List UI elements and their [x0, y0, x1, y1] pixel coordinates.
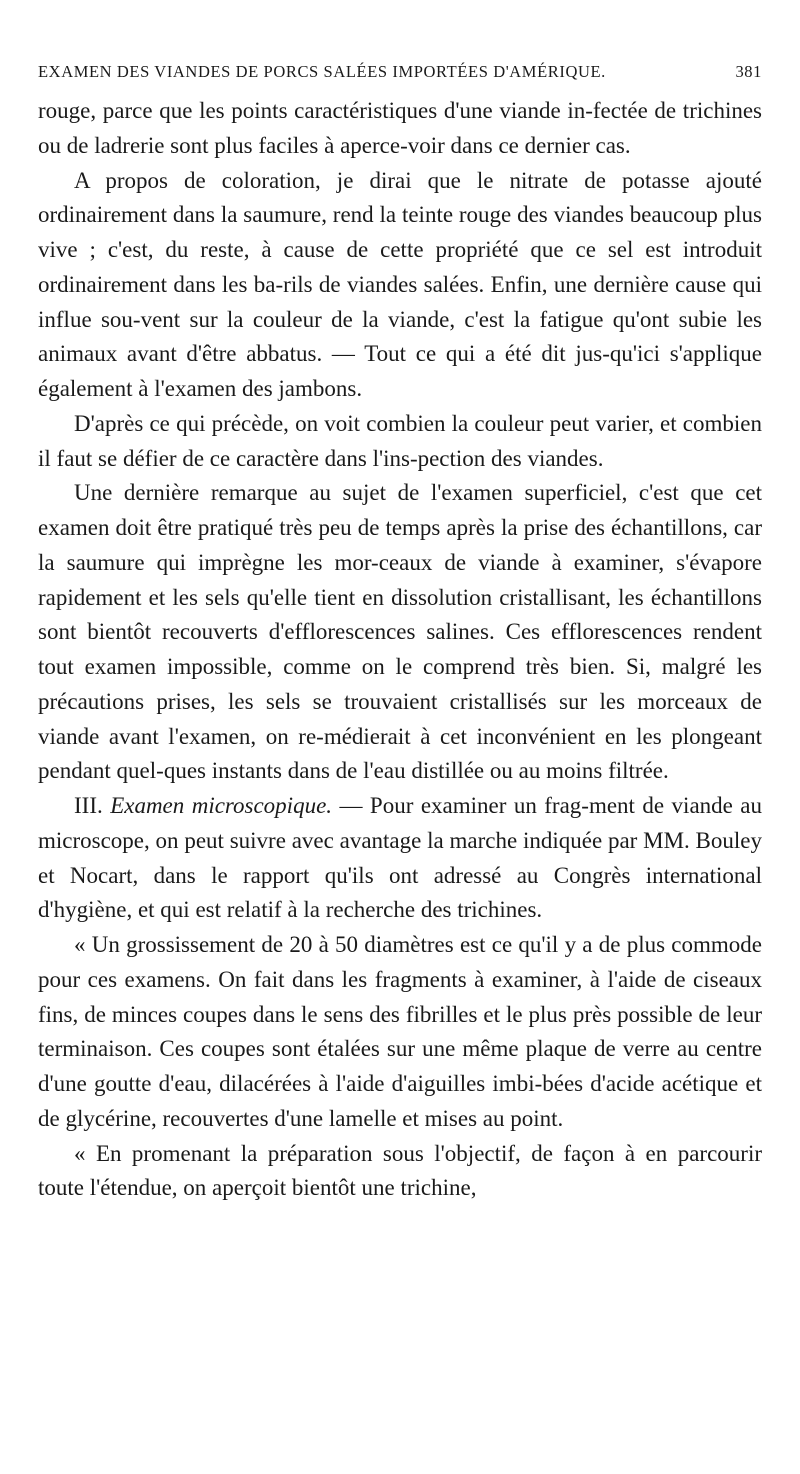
paragraph-variation: D'après ce qui précède, on voit combien la couleur peut varier, et combien il faut se défier de ce caractère dans l'ins-pection des viandes. — [38, 410, 762, 471]
section-title: Examen microscopique. — [110, 793, 333, 818]
quote-grossissement: « Un grossissement de 20 à 50 diamètres est ce qu'il y a de plus commode pour ces examens. On fait dans les fragments à examiner, à l'aide de ciseaux fins, de minces coupes dans le sens des fibrilles et le plus près possible de leur terminaison. Ces coupes sont étalées sur une même plaque de verre au centre d'une goutte d'eau, dilacérées à l'aide d'aiguilles imbi-bées d'acide acétique et de glycérine, recouvertes d'une lamelle et mises au point. — [38, 932, 762, 1131]
section-text: — Pour examiner un frag-ment de viande au microscope, on peut suivre avec avantage la marche indiquée par MM. Bouley et Nocart, dans le rapport qu'ils ont adressé au Congrès international d'hygiène, et qui est relatif à la recherche des trichines. — [38, 793, 763, 923]
paragraph-remarque: Une dernière remarque au sujet de l'examen superficiel, c'est que cet examen doit être pratiqué très peu de temps après la prise des échantillons, car la saumure qui imprègne les mor-ceaux de viande à examiner, s'évapore rapidement et les sels qu'elle tient en dissolution cristallisant, les échantillons sont bientôt recouverts d'efflorescences salines. Ces efflorescences rendent tout examen impossible, comme on le comprend très bien. Si, malgré les précautions prises, les sels se trouvaient cristallisés sur les morceaux de viande avant l'examen, on re-médierait à cet inconvénient en les plongeant pendant quel-ques instants dans de l'eau distillée ou au moins filtrée. — [38, 480, 762, 784]
page-body — [38, 94, 762, 1206]
paragraph-continuation: rouge, parce que les points caractéristiques d'une viande in-fectée de trichines ou de ladrerie sont plus faciles à aperce-voir dans ce dernier cas. — [38, 98, 762, 158]
running-head — [38, 62, 762, 82]
quote-preparation: « En promenant la préparation sous l'objectif, de façon à en parcourir toute l'étendue, on aperçoit bientôt une trichine, — [38, 1140, 762, 1201]
section-microscopique — [38, 789, 762, 928]
running-head-title: EXAMEN DES VIANDES DE PORCS SALÉES IMPORTÉES D'AMÉRIQUE. — [38, 62, 606, 81]
section-numeral: III. — [74, 793, 103, 818]
page-number: 381 — [735, 62, 762, 81]
paragraph-coloration: A propos de coloration, je dirai que le nitrate de potasse ajouté ordinairement dans la saumure, rend la teinte rouge des viandes beaucoup plus vive ; c'est, du reste, à cause de cette propriété que ce sel est introduit ordinairement dans les ba-rils de viandes salées. Enfin, une dernière cause qui influe sou-vent sur la couleur de la viande, c'est la fatigue qu'ont subie les animaux avant d'être abbatus. — Tout ce qui a été dit jus-qu'ici s'applique également à l'examen des jambons. — [38, 167, 762, 401]
